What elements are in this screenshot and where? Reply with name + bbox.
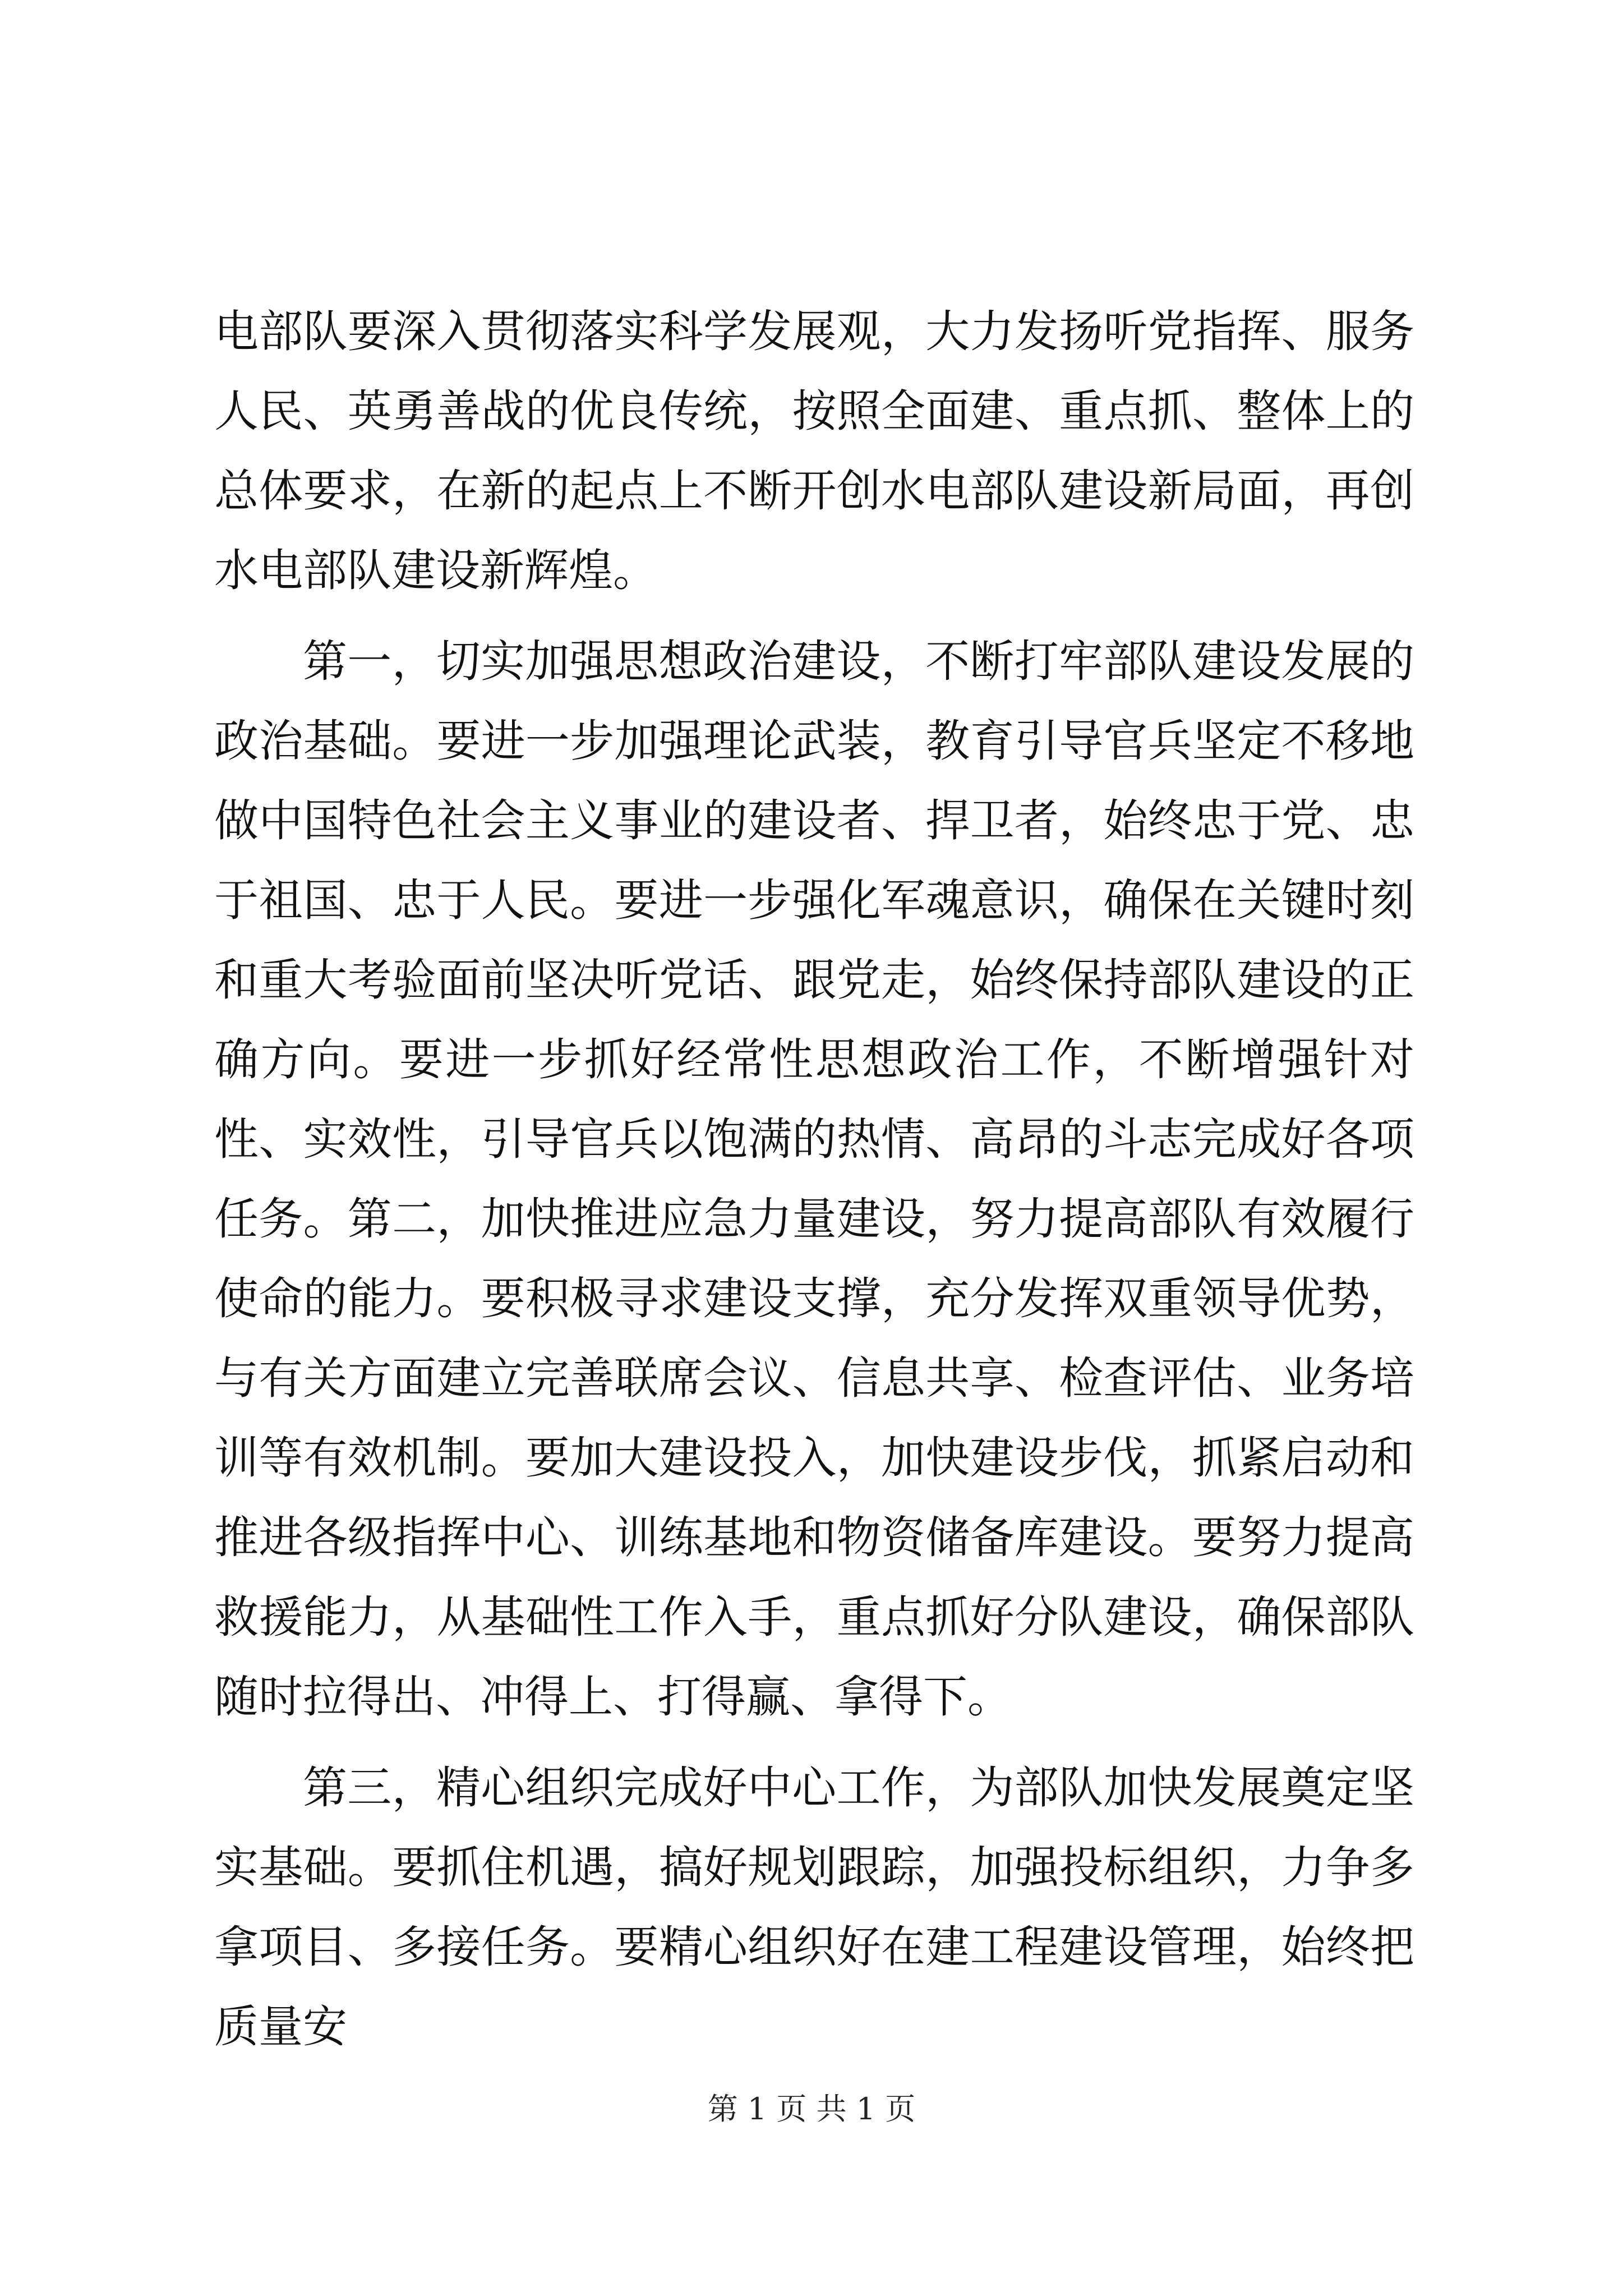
paragraph-third-section: 第三，精心组织完成好中心工作，为部队加快发展奠定坚实基础。要抓住机遇，搞好规划跟踪，加强投标组织，力争多拿项目、多接任务。要精心组织好在建工程建设管理，始终把质量安: [214, 1762, 1414, 2053]
page-footer: 第 1 页 共 1 页: [707, 2091, 916, 2127]
paragraph-continuation: 电部队要深入贯彻落实科学发展观，大力发扬听党指挥、服务人民、英勇善战的优良传统，按照全面建、重点抓、整体上的总体要求，在新的起点上不断开创水电部队建设新局面，再创水电部队建设新辉煌。: [214, 306, 1414, 596]
paragraph-first-section: 第一，切实加强思想政治建设，不断打牢部队建设发展的政治基础。要进一步加强理论武装，教育引导官兵坚定不移地做中国特色社会主义事业的建设者、捍卫者，始终忠于党、忠于祖国、忠于人民。要进一步强化军魂意识，确保在关键时刻和重大考验面前坚决听党话、跟党走，始终保持部队建设的正确方向。要进一步抓好经常性思想政治工作，不断增强针对性、实效性，引导官兵以饱满的热情、高昂的斗志完成好各项任务。第二，加快推进应急力量建设，努力提高部队有效履行使命的能力。要积极寻求建设支撑，充分发挥双重领导优势，与有关方面建立完善联席会议、信息共享、检查评估、业务培训等有效机制。要加大建设投入，加快建设步伐，抓紧启动和推进各级指挥中心、训练基地和物资储备库建设。要努力提高救援能力，从基础性工作入手，重点抓好分队建设，确保部队随时拉得出、冲得上、打得赢、拿得下。: [214, 636, 1414, 1723]
document-body: [214, 292, 1414, 2078]
